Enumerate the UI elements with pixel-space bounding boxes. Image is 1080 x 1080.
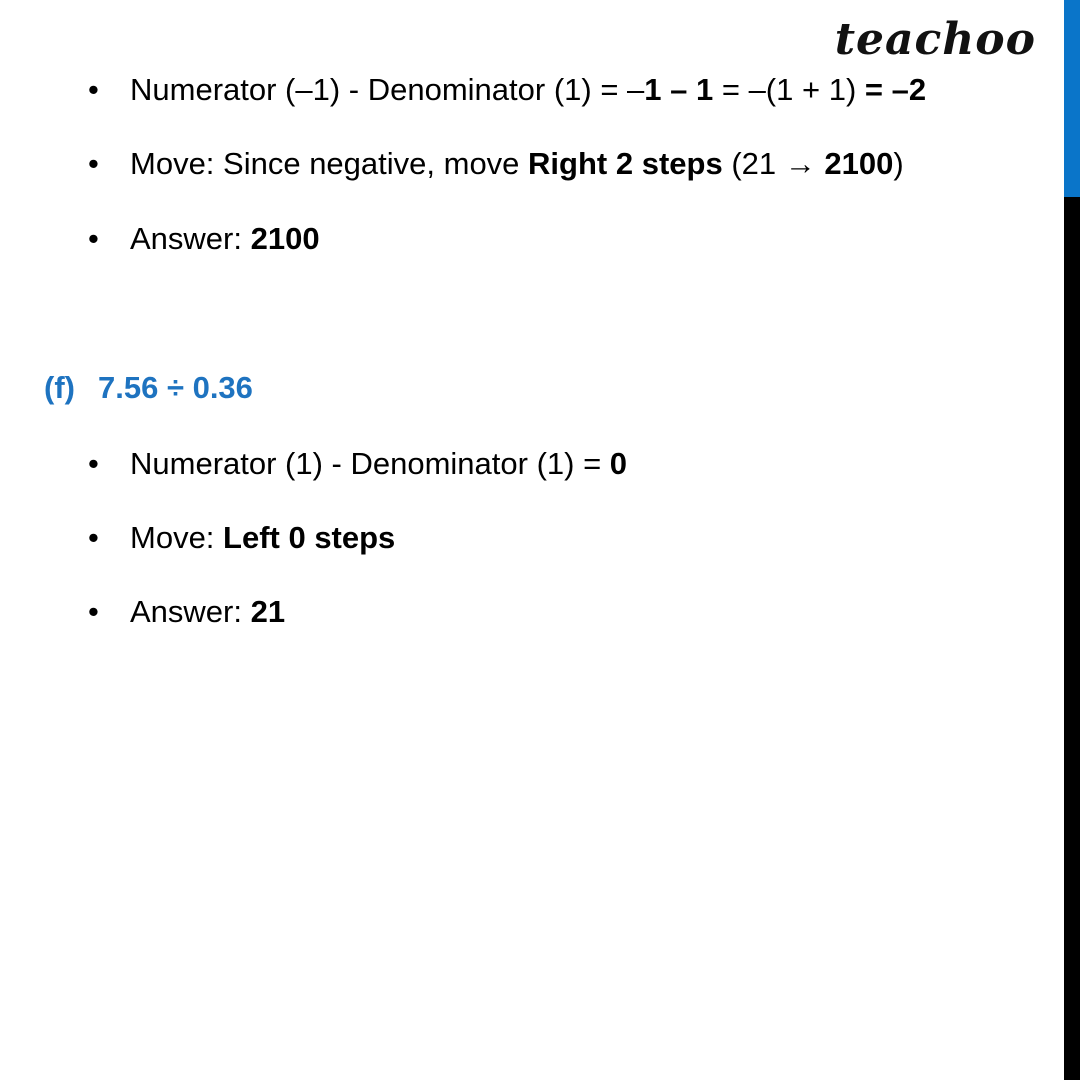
bullet-text: = –(1 + 1) (713, 72, 865, 107)
bullet-text: Move: Since negative, move (130, 146, 529, 181)
part-f-expression: 7.56 ÷ 0.36 (98, 370, 253, 405)
bullet-text: Answer: (130, 594, 251, 629)
bullet-move-f (88, 518, 395, 558)
bullet-bold: 21 (250, 594, 286, 629)
bullet-numerator-minus-denominator-f (88, 444, 627, 484)
side-bar-accent (1064, 0, 1080, 197)
bullet-text: ) (893, 146, 904, 181)
bullet-dot: • (88, 594, 99, 629)
bullet-bold: 2100 (824, 146, 894, 181)
bullet-text: Move: (130, 520, 224, 555)
bullet-text: Numerator (1) - Denominator (1) = (130, 446, 610, 481)
bullet-dot: • (88, 520, 99, 555)
part-f-label: (f) (44, 370, 75, 405)
bullet-dot: • (88, 146, 99, 181)
bullet-text: Answer: (130, 221, 251, 256)
right-side-bar (1064, 0, 1080, 1080)
bullet-bold: 0 (609, 446, 628, 481)
bullet-text: (21 → (722, 146, 825, 181)
part-f-heading (44, 368, 253, 408)
bullet-answer-f (88, 592, 285, 632)
bullet-move-e (88, 144, 904, 184)
bullet-bold: Right 2 steps (528, 146, 723, 181)
bullet-dot: • (88, 446, 99, 481)
teachoo-logo: teachoo (834, 14, 1036, 65)
bullet-bold: 1 – 1 (644, 72, 714, 107)
bullet-answer-e (88, 219, 320, 259)
bullet-dot: • (88, 72, 99, 107)
bullet-bold: = –2 (864, 72, 927, 107)
bullet-bold: Left 0 steps (223, 520, 396, 555)
bullet-dot: • (88, 221, 99, 256)
bullet-bold: 2100 (250, 221, 320, 256)
bullet-text: Numerator (–1) - Denominator (1) = – (130, 72, 645, 107)
bullet-numerator-minus-denominator-e (88, 70, 926, 110)
